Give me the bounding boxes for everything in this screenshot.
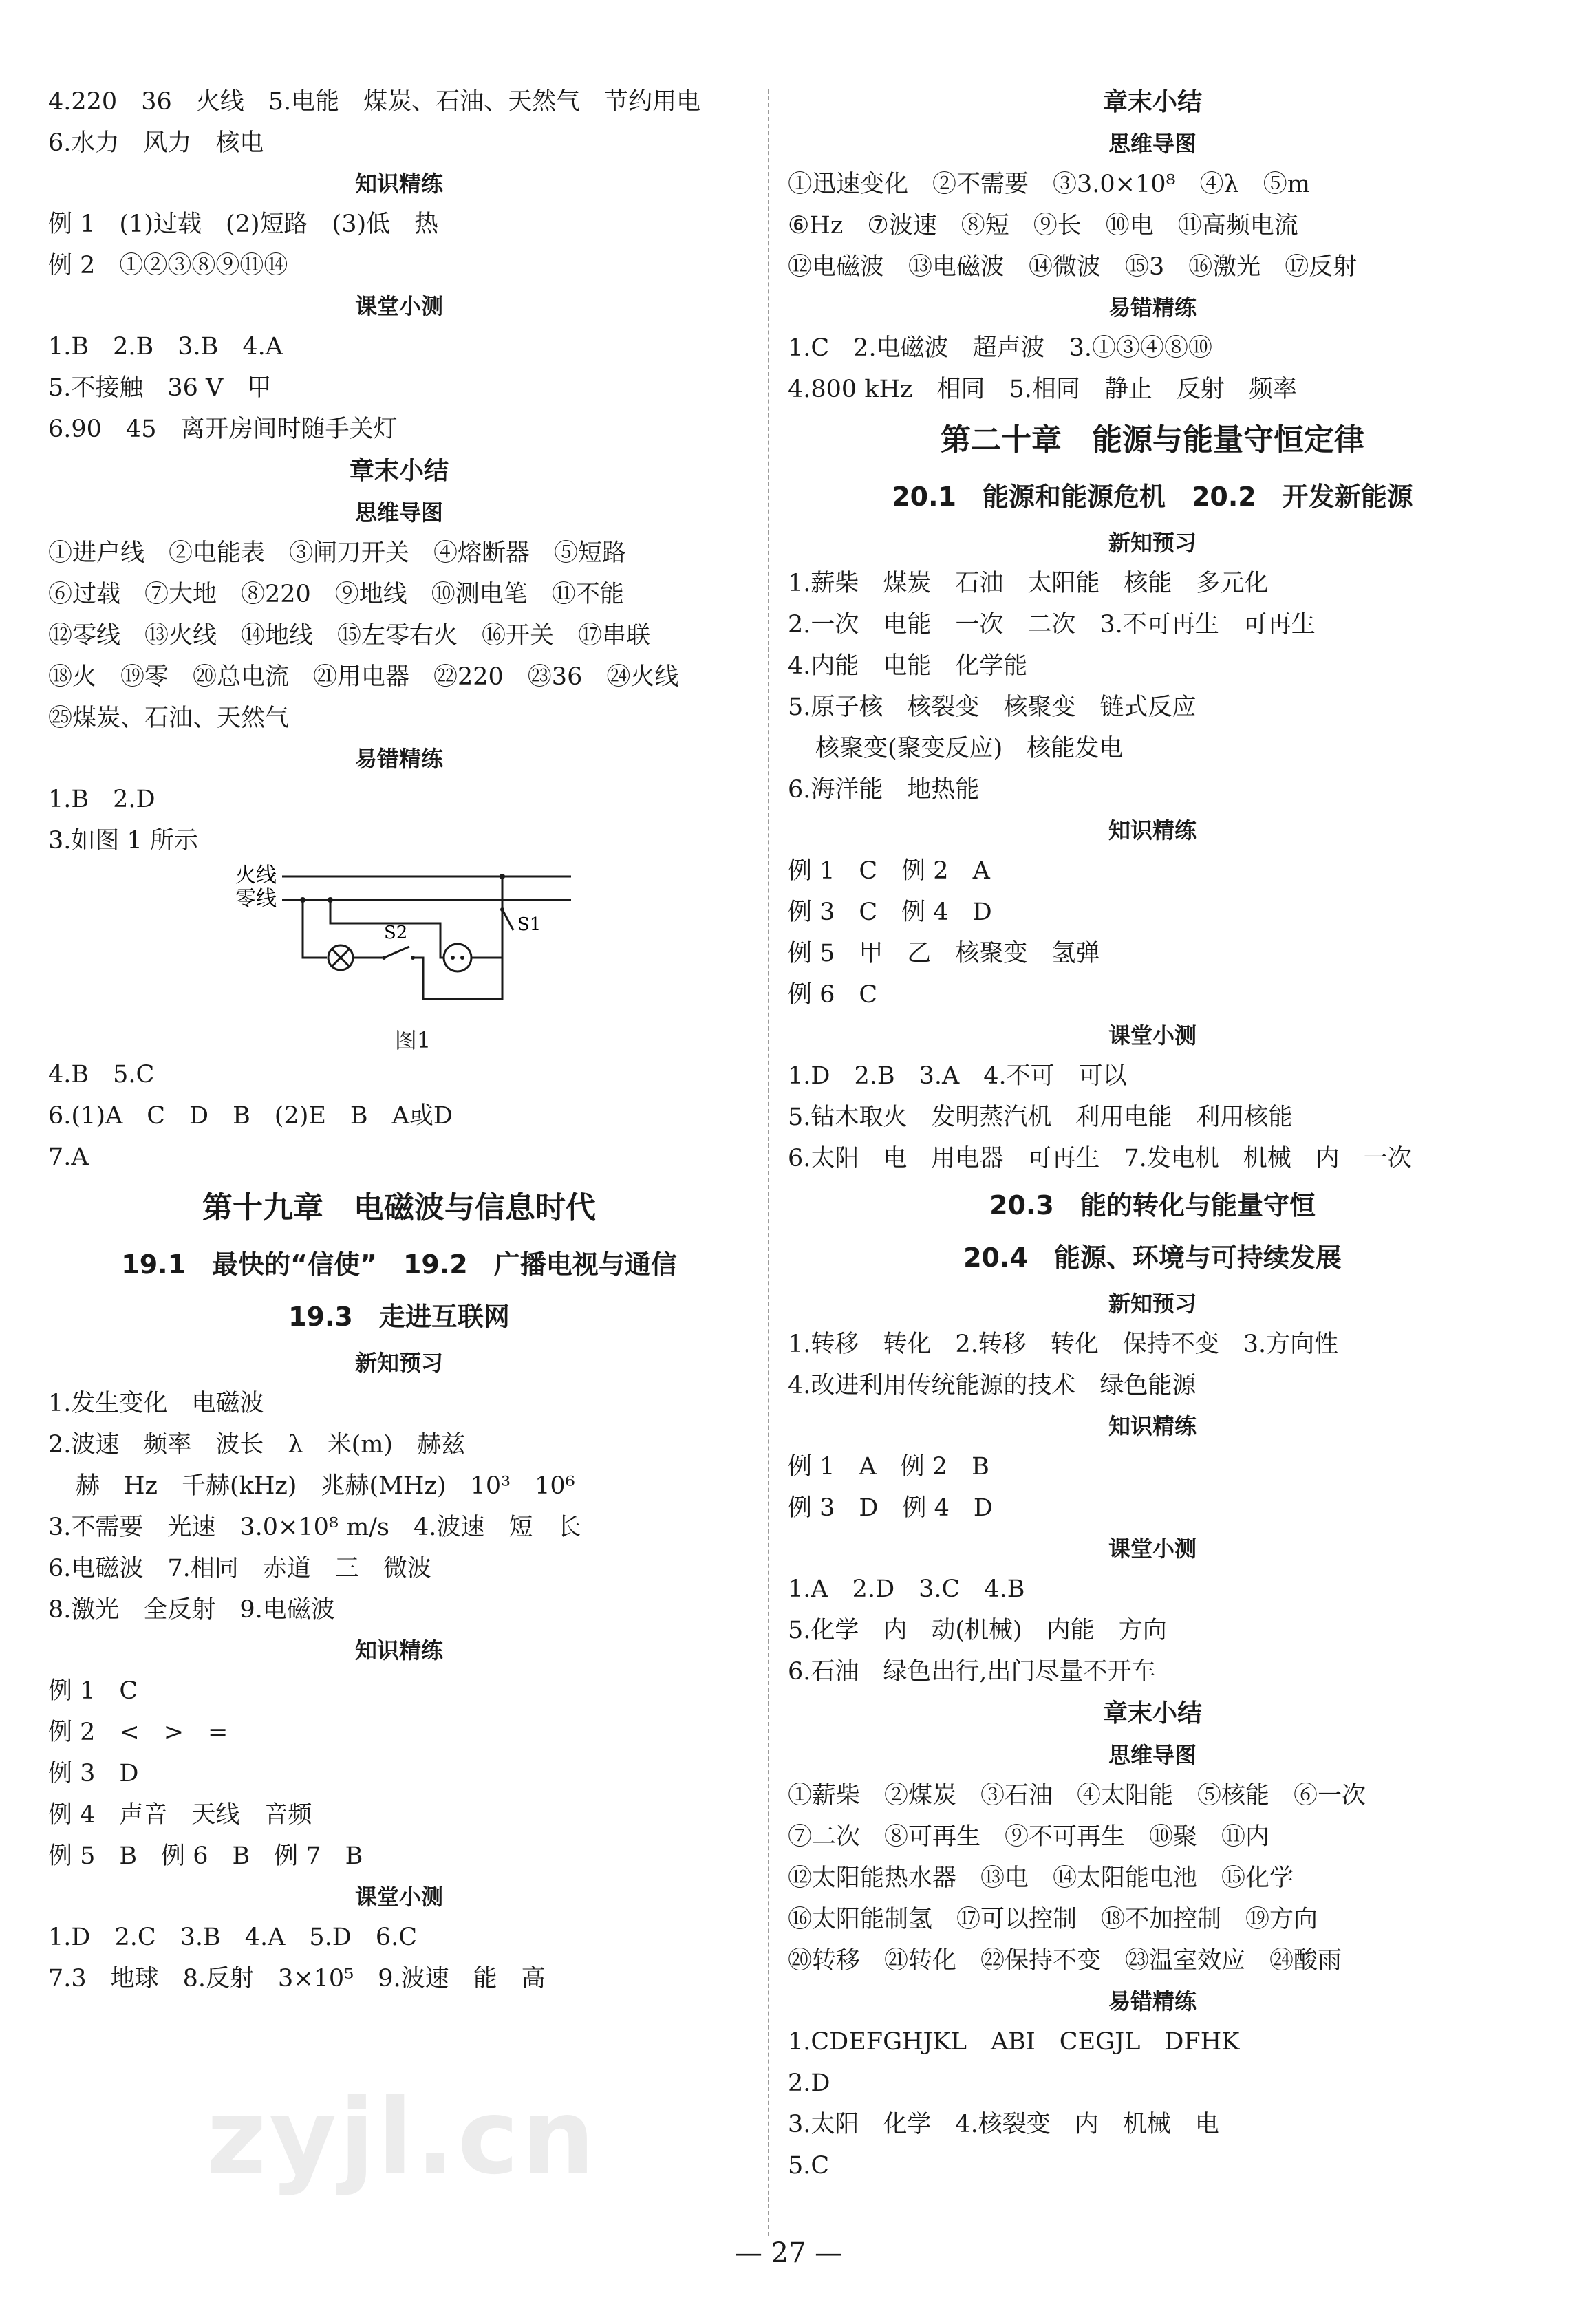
answer-line: 1.转移 转化 2.转移 转化 保持不变 3.方向性: [788, 1331, 1339, 1358]
answer-line: 例 6 C: [788, 981, 878, 1009]
section-heading: 章末小结: [1102, 88, 1202, 116]
answer-line: 1.D 2.C 3.B 4.A 5.D 6.C: [48, 1924, 418, 1951]
subsection-heading: 新知预习: [1108, 530, 1197, 556]
live-wire-label: 火线: [235, 863, 277, 887]
answer-line: 6.太阳 电 用电器 可再生 7.发电机 机械 内 一次: [788, 1145, 1412, 1172]
answer-line: 6.石油 绿色出行,出门尽量不开车: [788, 1658, 1156, 1686]
subsection-heading: 思维导图: [354, 499, 443, 526]
answer-line: 4.B 5.C: [48, 1061, 155, 1088]
answer-line: 4.800 kHz 相同 5.相同 静止 反射 频率: [788, 376, 1297, 403]
answer-line: 1.薪柴 煤炭 石油 太阳能 核能 多元化: [788, 570, 1269, 597]
answer-line: 赫 Hz 千赫(kHz) 兆赫(MHz) 10³ 10⁶: [76, 1472, 575, 1500]
subsection-heading: 易错精练: [1108, 294, 1197, 321]
answer-line: 5.化学 内 动(机械) 内能 方向: [788, 1617, 1167, 1644]
subsection-heading: 知识精练: [1108, 817, 1197, 843]
answer-line: 6.水力 风力 核电: [48, 129, 264, 157]
answer-line: 5.原子核 核裂变 核聚变 链式反应: [788, 693, 1197, 721]
subsection-heading: 课堂小测: [1108, 1022, 1197, 1048]
subsection-heading: 知识精练: [354, 1637, 443, 1664]
subsection-heading: 易错精练: [354, 746, 443, 772]
subsection-heading: 课堂小测: [354, 293, 443, 319]
answer-line: 5.钻木取火 发明蒸汽机 利用电能 利用核能: [788, 1104, 1293, 1131]
switch-s1-blade: [502, 910, 513, 930]
lesson-heading: 20.3 能的转化与能量守恒: [989, 1190, 1316, 1220]
subsection-heading: 思维导图: [1108, 131, 1197, 157]
answer-line: 1.发生变化 电磁波: [48, 1390, 264, 1417]
switch-s2-blade: [384, 947, 409, 958]
answer-line: 例 5 甲 乙 核聚变 氢弹: [788, 940, 1100, 967]
answer-line: 4.内能 电能 化学能: [788, 652, 1028, 680]
answer-line: 2.一次 电能 一次 二次 3.不可再生 可再生: [788, 611, 1316, 638]
answer-line: 2.波速 频率 波长 λ 米(m) 赫兹: [48, 1431, 466, 1459]
answer-line: 例 2 ①②③⑧⑨⑪⑭: [48, 252, 288, 279]
socket-pin: [451, 956, 455, 960]
subsection-heading: 知识精练: [1108, 1413, 1197, 1439]
answer-line: ⑫电磁波 ⑬电磁波 ⑭微波 ⑮3 ⑯激光 ⑰反射: [788, 253, 1358, 281]
answer-line: ⑫零线 ⑬火线 ⑭地线 ⑮左零右火 ⑯开关 ⑰串联: [48, 622, 651, 649]
lesson-heading: 20.4 能源、环境与可持续发展: [963, 1242, 1342, 1273]
answer-line: 例 1 A 例 2 B: [788, 1453, 989, 1481]
answer-line: 1.CDEFGHJKL ABI CEGJL DFHK: [788, 2028, 1240, 2056]
lamp-branch-wire: [303, 900, 327, 958]
chapter-heading: 第二十章 能源与能量守恒定律: [941, 422, 1364, 458]
answer-line: 例 3 C 例 4 D: [788, 899, 992, 926]
answer-line: 7.A: [48, 1143, 89, 1171]
answer-line: 例 4 声音 天线 音频: [48, 1801, 312, 1829]
answer-line: 3.如图 1 所示: [48, 827, 198, 854]
answer-line: 1.B 2.B 3.B 4.A: [48, 333, 283, 361]
answer-line: 6.电磁波 7.相同 赤道 三 微波: [48, 1555, 431, 1582]
lesson-heading: 19.3 走进互联网: [288, 1302, 510, 1332]
switch-s1-label: S1: [517, 914, 541, 935]
answer-line: 4.220 36 火线 5.电能 煤炭、石油、天然气 节约用电: [48, 88, 701, 116]
subsection-heading: 课堂小测: [354, 1884, 443, 1910]
answer-line: 1.C 2.电磁波 超声波 3.①③④⑧⑩: [788, 334, 1212, 362]
answer-line: ①薪柴 ②煤炭 ③石油 ④太阳能 ⑤核能 ⑥一次: [788, 1782, 1366, 1809]
section-heading: 章末小结: [1102, 1699, 1202, 1728]
answer-line: 1.A 2.D 3.C 4.B: [788, 1575, 1025, 1603]
answer-line: 6.海洋能 地热能: [788, 776, 980, 804]
answer-line: ⑳转移 ㉑转化 ㉒保持不变 ㉓温室效应 ㉔酸雨: [788, 1947, 1342, 1975]
subsection-heading: 易错精练: [1108, 1988, 1197, 2014]
circuit-diagram: [234, 861, 592, 1026]
answer-line: 例 3 D: [48, 1760, 139, 1787]
right-column: [788, 81, 1517, 2186]
answer-line: 5.C: [788, 2152, 830, 2180]
watermark: zyjl.cn: [206, 2078, 598, 2197]
answer-line: 7.3 地球 8.反射 3×10⁵ 9.波速 能 高: [48, 1965, 546, 1992]
answer-line: 6.90 45 离开房间时随手关灯: [48, 416, 398, 443]
left-column: [48, 81, 750, 1999]
lesson-heading: 20.1 能源和能源危机 20.2 开发新能源: [892, 482, 1413, 512]
answer-line: ⑱火 ⑲零 ⑳总电流 ㉑用电器 ㉒220 ㉓36 ㉔火线: [48, 663, 679, 691]
answer-line: 3.不需要 光速 3.0×10⁸ m/s 4.波速 短 长: [48, 1514, 581, 1541]
answer-line: 1.D 2.B 3.A 4.不可 可以: [788, 1062, 1127, 1090]
answer-line: ⑫太阳能热水器 ⑬电 ⑭太阳能电池 ⑮化学: [788, 1864, 1294, 1892]
figure-caption: 图1: [394, 1027, 431, 1053]
section-heading: 章末小结: [349, 457, 449, 485]
subsection-heading: 新知预习: [354, 1350, 443, 1376]
answer-line: ①进户线 ②电能表 ③闸刀开关 ④熔断器 ⑤短路: [48, 539, 627, 567]
answer-line: 例 1 C: [48, 1677, 138, 1705]
subsection-heading: 知识精练: [354, 171, 443, 197]
answer-line: 例 1 (1)过载 (2)短路 (3)低 热: [48, 211, 439, 238]
subsection-heading: 思维导图: [1108, 1742, 1197, 1768]
answer-line: 6.(1)A C D B (2)E B A或D: [48, 1102, 453, 1130]
answer-line: 5.不接触 36 V 甲: [48, 374, 272, 402]
answer-line: ㉕煤炭、石油、天然气: [48, 704, 290, 732]
neutral-wire-label: 零线: [235, 887, 277, 911]
page-number: — 27 —: [734, 2237, 843, 2269]
column-divider: [768, 89, 769, 2236]
subsection-heading: 课堂小测: [1108, 1536, 1197, 1562]
lamp-return-wire: [413, 876, 502, 999]
subsection-heading: 新知预习: [1108, 1291, 1197, 1317]
answer-line: 8.激光 全反射 9.电磁波: [48, 1596, 335, 1624]
circuit-figure: [48, 861, 750, 1054]
answer-line: ①迅速变化 ②不需要 ③3.0×10⁸ ④λ ⑤m: [788, 171, 1310, 198]
chapter-heading: 第十九章 电磁波与信息时代: [202, 1190, 596, 1225]
socket-pin: [460, 956, 464, 960]
answer-line: 例 3 D 例 4 D: [788, 1494, 993, 1522]
answer-line: 3.太阳 化学 4.核裂变 内 机械 电: [788, 2111, 1219, 2138]
switch-s2-label: S2: [384, 923, 408, 943]
lesson-heading: 19.1 最快的“信使” 19.2 广播电视与通信: [121, 1249, 677, 1280]
answer-line: 例 2 < > =: [48, 1719, 228, 1746]
answer-line: 4.改进利用传统能源的技术 绿色能源: [788, 1372, 1197, 1399]
answer-line: 2.D: [788, 2069, 830, 2097]
socket-symbol: [444, 944, 471, 971]
answer-line: 1.B 2.D: [48, 786, 155, 813]
answer-line: 例 5 B 例 6 B 例 7 B: [48, 1842, 363, 1870]
answer-line: ⑥Hz ⑦波速 ⑧短 ⑨长 ⑩电 ⑪高频电流: [788, 212, 1298, 239]
answer-line: 例 1 C 例 2 A: [788, 857, 990, 885]
answer-line: ⑥过载 ⑦大地 ⑧220 ⑨地线 ⑩测电笔 ⑪不能: [48, 581, 624, 608]
answer-line: ⑯太阳能制氢 ⑰可以控制 ⑱不加控制 ⑲方向: [788, 1906, 1318, 1933]
answer-line: ⑦二次 ⑧可再生 ⑨不可再生 ⑩聚 ⑪内: [788, 1823, 1270, 1851]
answer-line: 核聚变(聚变反应) 核能发电: [815, 735, 1124, 762]
